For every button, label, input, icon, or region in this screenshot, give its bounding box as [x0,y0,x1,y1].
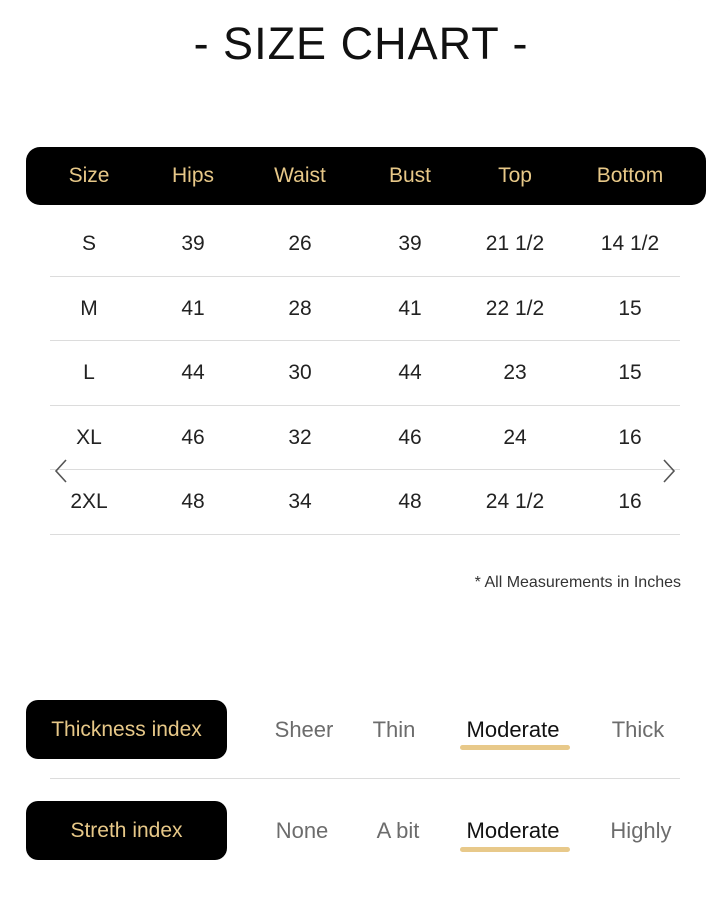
bottom-cell: 16 [618,425,642,449]
thickness-index-row [26,700,686,760]
size-cell: L [83,361,95,384]
divider [50,778,680,779]
top-cell: 22 1/2 [485,296,545,320]
bottom-cell: 15 [618,361,642,384]
waist-cell: 30 [288,361,312,384]
stretch-index-row [26,801,686,861]
header-bust: Bust [388,164,432,187]
header-waist: Waist [274,164,326,187]
stretch-option-moderate[interactable]: Moderate [466,818,560,843]
header-hips: Hips [171,164,214,187]
size-table-header [26,147,706,205]
bottom-cell: 14 1/2 [600,232,660,255]
waist-cell: 32 [288,425,312,449]
thickness-option-sheer[interactable]: Sheer [274,717,334,742]
table-row [50,212,680,277]
stretch-option-highly[interactable]: Highly [610,818,672,843]
top-cell: 24 [503,425,527,449]
hips-cell: 46 [181,425,205,449]
header-top: Top [498,164,532,187]
table-row [50,406,680,471]
thickness-index-label: Thickness index [26,700,227,759]
size-cell: XL [76,425,102,449]
size-cell: 2XL [70,490,108,513]
waist-cell: 34 [288,490,312,513]
table-row [50,277,680,342]
waist-cell: 28 [288,296,312,320]
bottom-cell: 15 [618,296,642,320]
thickness-option-moderate[interactable]: Moderate [466,717,560,742]
bust-cell: 44 [398,361,422,384]
chevron-left-icon[interactable] [52,457,70,485]
stretch-selected-underline [460,847,570,852]
bust-cell: 41 [398,296,422,320]
bust-cell: 48 [398,490,422,513]
thickness-option-thick[interactable]: Thick [611,717,665,742]
hips-cell: 39 [181,232,205,255]
size-table-body [50,212,680,535]
top-cell: 24 1/2 [485,490,545,513]
hips-cell: 41 [181,296,205,320]
size-cell: M [80,296,98,320]
bottom-cell: 16 [618,490,642,513]
page-title: - SIZE CHART - [193,18,529,69]
bust-cell: 39 [398,232,422,255]
measurement-note: * All Measurements in Inches [474,574,681,591]
top-cell: 21 1/2 [485,232,545,255]
stretch-option-a-bit[interactable]: A bit [376,818,420,843]
top-cell: 23 [503,361,527,384]
thickness-option-thin[interactable]: Thin [372,717,416,742]
chevron-right-icon[interactable] [660,457,678,485]
thickness-selected-underline [460,745,570,750]
hips-cell: 44 [181,361,205,384]
table-row [50,341,680,406]
header-bottom: Bottom [596,164,664,187]
size-cell: S [81,232,96,255]
chevron-down-icon[interactable] [672,0,686,4]
stretch-index-label: Streth index [26,801,227,860]
table-row [50,470,680,535]
stretch-option-none[interactable]: None [275,818,329,843]
hips-cell: 48 [181,490,205,513]
bust-cell: 46 [398,425,422,449]
header-size: Size [68,164,110,187]
waist-cell: 26 [288,232,312,255]
